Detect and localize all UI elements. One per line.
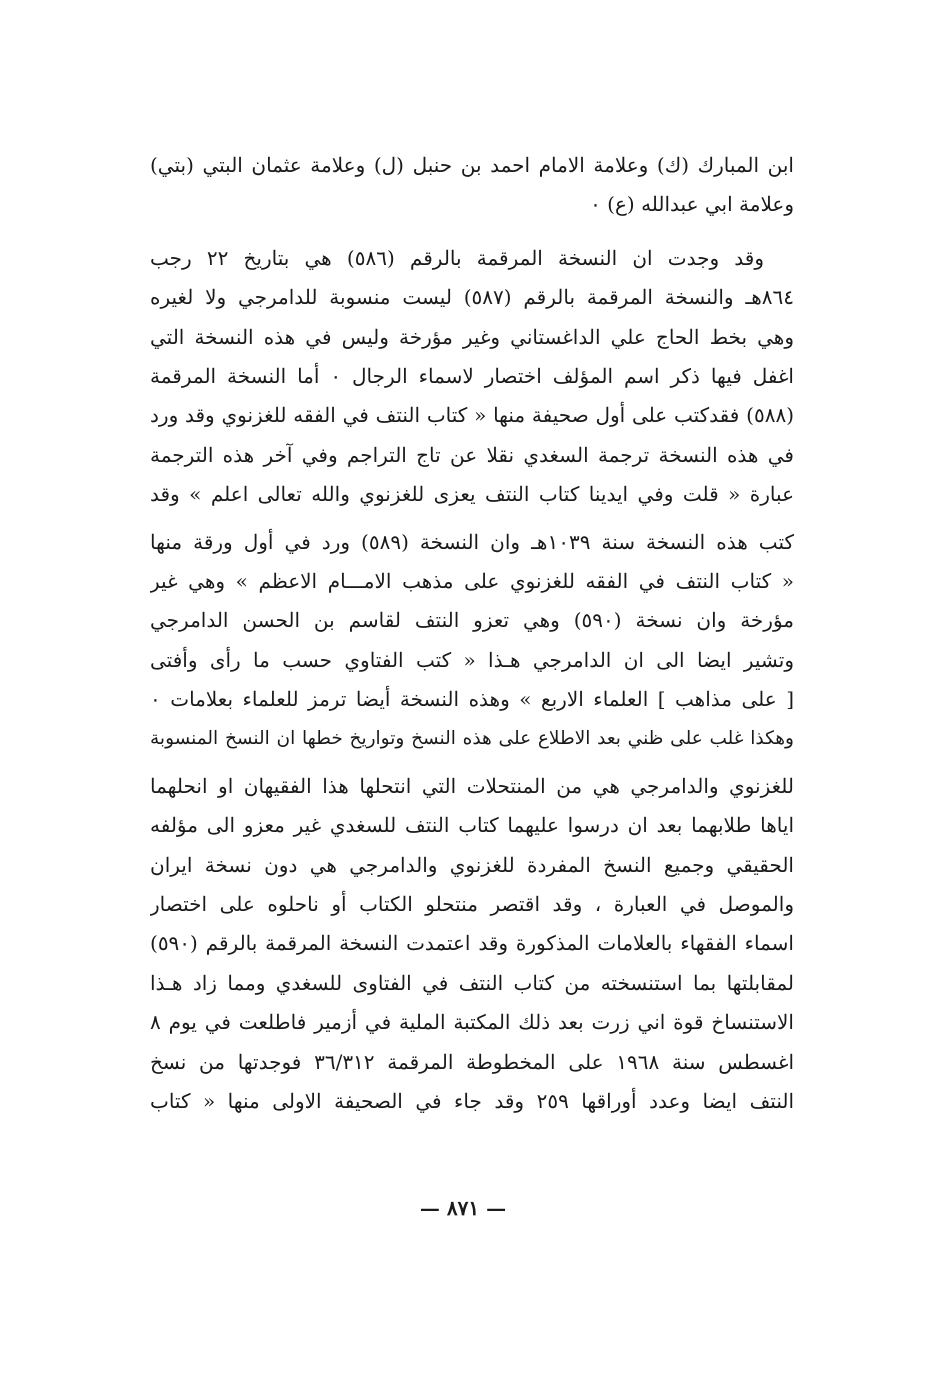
text-line: ابن المبارك (ك) وعلامة الامام احمد بن حنبل (ل) وعلامة عثمان البتي (بتي): [150, 153, 794, 177]
page-body: [150, 146, 794, 1121]
text-line: الحقيقي وجميع النسخ المفردة للغزنوي والدامرجي هي دون نسخة ايران: [150, 852, 794, 877]
text-line: والموصل في العبارة ، وقد اقتصر منتحلو الكتاب أو ناحلوه على اختصار: [150, 892, 794, 917]
paragraph-2: [150, 239, 794, 515]
text-line: كتب هذه النسخة سنة ١٠٣٩هـ وان النسخة (٥٨٩) ورد في أول ورقة منها: [150, 529, 794, 554]
text-line: (٥٨٨) فقدكتب على أول صحيفة منها « كتاب النتف في الفقه للغزنوي وقد ورد: [150, 403, 794, 428]
paragraph-1: [150, 146, 794, 225]
text-line: اسماء الفقهاء بالعلامات المذكورة وقد اعتمدت النسخة المرقمة بالرقم (٥٩٠): [150, 931, 794, 956]
text-line: اغسطس سنة ١٩٦٨ على المخطوطة المرقمة ٣٦/٣١٢ فوجدتها من نسخ: [150, 1049, 794, 1074]
text-line: اغفل فيها ذكر اسم المؤلف اختصار لاسماء الرجال ٠ أما النسخة المرقمة: [150, 363, 794, 388]
text-line: وتشير ايضا الى ان الدامرجي هـذا « كتب الفتاوي حسب ما رأى وأفتى: [150, 647, 794, 672]
text-line: مؤرخة وان نسخة (٥٩٠) وهي تعزو النتف لقاسم بن الحسن الدامرجي: [150, 608, 794, 633]
text-line: الاستنساخ قوة اني زرت بعد ذلك المكتبة الملية في أزمير فاطلعت في يوم ٨: [150, 1010, 794, 1035]
text-line: وهي بخط الحاج علي الداغستاني وغير مؤرخة وليس في هذه النسخة التي: [150, 324, 794, 349]
text-line: وهكذا غلب على ظني بعد الاطلاع على هذه النسخ وتواريخ خطها ان النسخ المنسوبة: [150, 728, 794, 750]
text-line: « كتاب النتف في الفقه للغزنوي على مذهب الامـــام الاعظم » وهي غير: [150, 568, 794, 593]
text-line: عبارة « قلت وفي ايدينا كتاب النتف يعزى للغزنوي والله تعالى اعلم » وقد: [150, 482, 794, 507]
paragraph-3: [150, 523, 794, 759]
text-line: للغزنوي والدامرجي هي من المنتحلات التي انتحلها هذا الفقيهان او انحلهما: [150, 773, 794, 798]
text-line: ٨٦٤هـ والنسخة المرقمة بالرقم (٥٨٧) ليست منسوبة للدامرجي ولا لغيره: [150, 285, 794, 310]
text-line: النتف ايضا وعدد أوراقها ٢٥٩ وقد جاء في الصحيفة الاولى منها « كتاب: [150, 1088, 794, 1113]
text-line: وقد وجدت ان النسخة المرقمة بالرقم (٥٨٦) هي بتاريخ ٢٢ رجب: [150, 245, 765, 270]
text-line: لمقابلتها بما استنسخته من كتاب النتف في الفتاوى للسغدي ومما زاد هـذا: [150, 970, 794, 995]
paragraph-4: [150, 767, 794, 1122]
text-line: في هذه النسخة ترجمة السغدي نقلا عن تاج التراجم وفي آخر هذه الترجمة: [150, 442, 794, 467]
text-line: وعلامة ابي عبدالله (ع) ٠: [590, 192, 794, 217]
page-number: — ٨٧١ —: [419, 1196, 507, 1220]
text-line: اياها طلابهما بعد ان درسوا عليهما كتاب النتف للسغدي غير معزو الى مؤلفه: [150, 813, 794, 838]
text-line: [ على مذاهب ] العلماء الاربع » وهذه النسخة أيضا ترمز للعلماء بعلامات ٠: [150, 687, 794, 712]
